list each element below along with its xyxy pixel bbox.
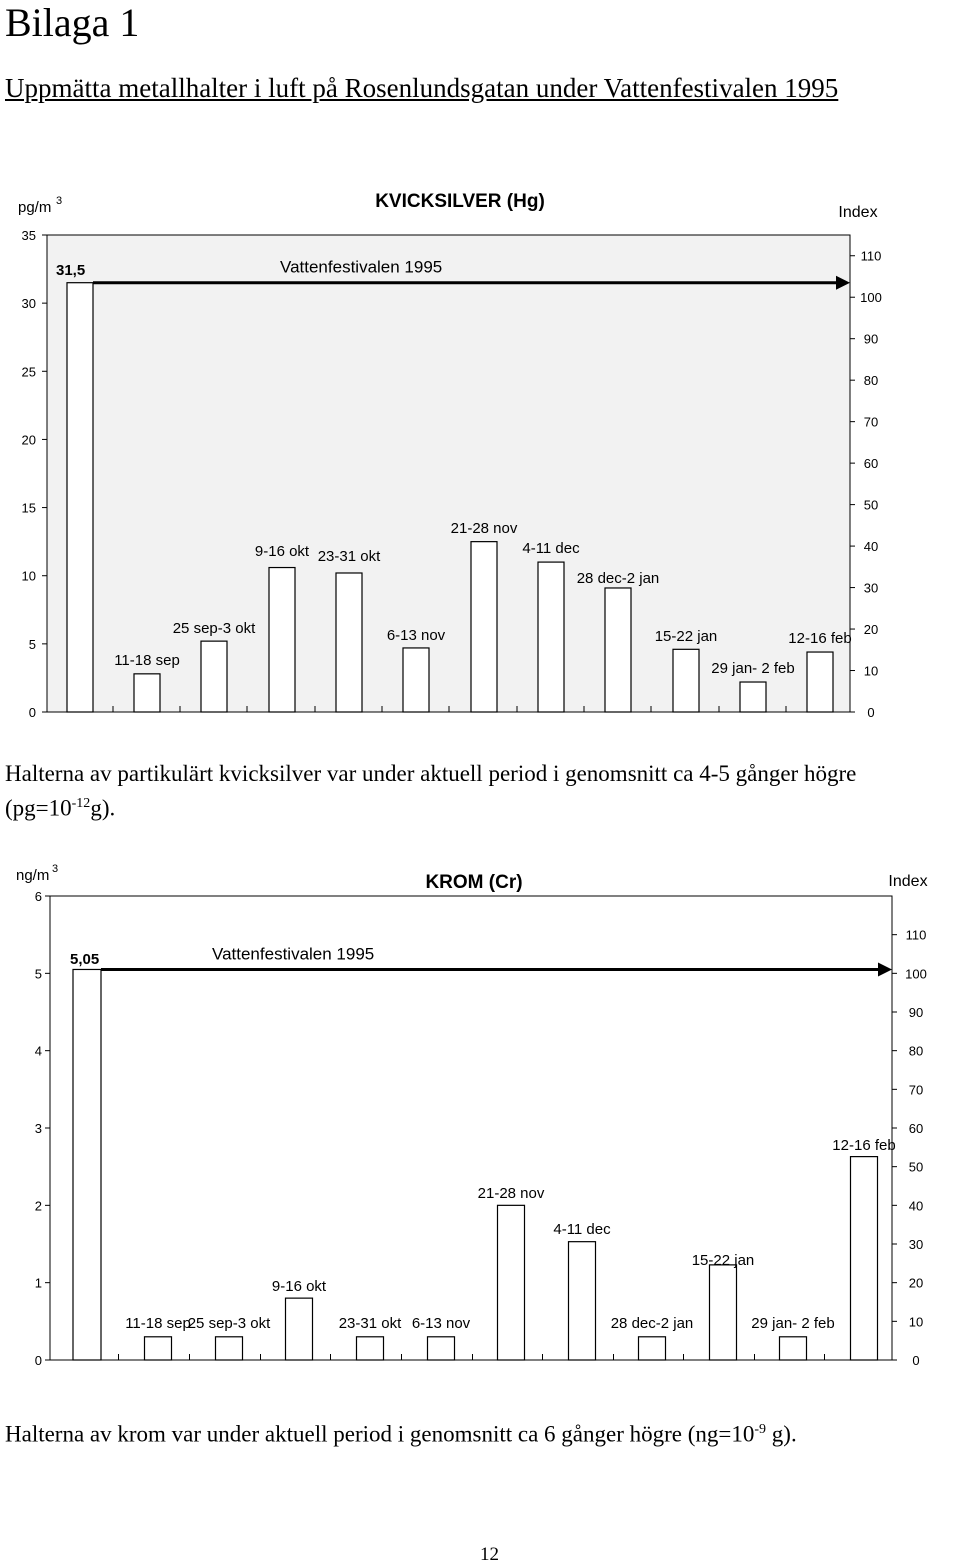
chromium-y-tick-label: 6 [34, 889, 42, 904]
mercury-data-label: 23-31 okt [317, 548, 381, 565]
chromium-y-axis-label: ng/m [16, 867, 50, 884]
chromium-data-label: 9-16 okt [271, 1278, 327, 1295]
mercury-y-tick-label: 15 [21, 500, 36, 516]
mercury-y-tick-label: 30 [21, 296, 36, 312]
caption-mercury-text: Halterna av partikulärt kvicksilver var under aktuell period i genomsnitt ca 4-5 gånger högre [5, 761, 857, 786]
mercury-data-label: 21-28 nov [450, 520, 518, 537]
mercury-y2-tick-label: 30 [863, 580, 879, 596]
page-heading: Bilaga 1 [5, 0, 140, 45]
mercury-data-label: 28 dec-2 jan [576, 570, 660, 587]
chromium-y2-tick-label: 50 [908, 1159, 924, 1175]
mercury-y2-tick-label: 70 [863, 414, 879, 430]
chromium-data-label: 28 dec-2 jan [610, 1315, 694, 1332]
mercury-data-label: 12-16 feb [788, 630, 852, 647]
chromium-data-label: 4-11 dec [553, 1221, 611, 1238]
mercury-y2-tick-label: 40 [863, 539, 879, 555]
chromium-data-label: 11-18 sep [125, 1315, 191, 1332]
mercury-data-label: 25 sep-3 okt [172, 620, 256, 637]
caption-chromium-unit-end: g). [766, 1421, 797, 1447]
chromium-bar [780, 1337, 807, 1360]
chromium-data-label: 23-31 okt [338, 1315, 402, 1332]
chromium-data-label: 12-16 feb [832, 1137, 896, 1154]
mercury-y2-tick-label: 50 [863, 497, 879, 513]
mercury-data-label: 15-22 jan [654, 628, 718, 645]
mercury-y2-tick-label: 100 [860, 290, 882, 306]
chromium-plot-area [50, 896, 892, 1360]
chromium-y-tick-label: 5 [34, 966, 42, 982]
chromium-data-label: 29 jan- 2 feb [751, 1315, 835, 1332]
chromium-y2-tick-label: 20 [908, 1275, 924, 1291]
chromium-bar [216, 1337, 243, 1360]
chromium-chart-title: KROM (Cr) [425, 872, 523, 893]
chromium-bar [357, 1337, 384, 1360]
mercury-y2-tick-label: 60 [863, 456, 879, 472]
mercury-annotation: Vattenfestivalen 1995 [280, 257, 443, 277]
mercury-y2-tick-label: 90 [863, 331, 879, 347]
page-number: 12 [480, 1544, 499, 1565]
mercury-y-tick-label: 25 [21, 364, 36, 380]
chromium-y-tick-label: 1 [34, 1275, 42, 1291]
mercury-y-tick-label: 0 [28, 705, 36, 720]
chromium-bar [73, 969, 101, 1360]
mercury-y-tick-label: 5 [28, 636, 36, 652]
mercury-y-axis-label: pg/m [18, 199, 52, 216]
mercury-data-label: 9-16 okt [254, 543, 310, 560]
chromium-bar [286, 1298, 313, 1360]
chromium-bar [428, 1337, 455, 1360]
mercury-data-label: 6-13 nov [386, 627, 446, 644]
caption-mercury-unit: (pg=10 [5, 795, 72, 821]
chromium-data-label: 25 sep-3 okt [187, 1315, 271, 1332]
chromium-y2-tick-label: 110 [905, 927, 927, 943]
chromium-bar [498, 1205, 525, 1360]
caption-mercury-unit-end: g). [90, 795, 116, 821]
chromium-y2-tick-label: 100 [905, 966, 927, 982]
mercury-y-tick-label: 20 [21, 432, 36, 448]
mercury-data-label: 29 jan- 2 feb [711, 660, 795, 677]
caption-chromium-text: Halterna av krom var under aktuell period i genomsnitt ca 6 gånger högre (ng=10 [5, 1421, 755, 1447]
chromium-y-tick-label: 0 [34, 1353, 42, 1368]
mercury-y-axis-label-exponent: 3 [56, 195, 63, 207]
mercury-data-label: 4-11 dec [522, 540, 580, 557]
chromium-y2-tick-label: 60 [908, 1121, 924, 1136]
mercury-data-label: 11-18 sep [114, 652, 180, 669]
chromium-y2-tick-label: 30 [908, 1237, 924, 1252]
chromium-y-tick-label: 4 [34, 1043, 42, 1059]
chromium-annotation: Vattenfestivalen 1995 [212, 944, 375, 964]
caption-chromium-exponent: -9 [754, 1422, 767, 1437]
chromium-data-label: 5,05 [70, 951, 100, 968]
chromium-y2-tick-label: 40 [908, 1198, 924, 1214]
mercury-chart-title: KVICKSILVER (Hg) [375, 191, 545, 212]
chromium-data-label: 6-13 nov [411, 1315, 471, 1332]
chromium-y-tick-label: 3 [34, 1121, 42, 1136]
caption-chromium [5, 1416, 797, 1448]
chromium-bar [145, 1337, 172, 1360]
mercury-y2-tick-label: 110 [860, 248, 882, 264]
chromium-bar [710, 1265, 737, 1360]
mercury-y-tick-label: 35 [21, 228, 36, 243]
chromium-y2-axis-label: Index [888, 873, 928, 890]
caption-mercury-exponent: -12 [71, 796, 91, 811]
mercury-y2-tick-label: 0 [867, 705, 875, 720]
mercury-y-tick-label: 10 [21, 568, 36, 584]
chromium-y-tick-label: 2 [34, 1198, 42, 1214]
chromium-data-label: 21-28 nov [477, 1185, 545, 1202]
mercury-data-label: 31,5 [56, 262, 86, 279]
chromium-data-label: 15-22 jan [691, 1252, 755, 1269]
page-subheading: Uppmätta metallhalter i luft på Rosenlundsgatan under Vattenfestivalen 1995 [5, 73, 839, 103]
chromium-bar [569, 1242, 596, 1360]
mercury-y2-tick-label: 80 [863, 373, 879, 389]
chromium-y2-tick-label: 10 [908, 1314, 924, 1330]
chromium-y2-tick-label: 70 [908, 1082, 924, 1098]
mercury-y2-axis-label: Index [838, 204, 878, 221]
chromium-bar [639, 1337, 666, 1360]
chromium-y-axis-label-exponent: 3 [52, 863, 59, 875]
mercury-y2-tick-label: 20 [863, 622, 879, 638]
mercury-y2-tick-label: 10 [863, 663, 879, 679]
chromium-bar [851, 1157, 878, 1360]
chromium-y2-tick-label: 90 [908, 1005, 924, 1020]
chromium-y2-tick-label: 0 [912, 1353, 920, 1368]
chromium-y2-tick-label: 80 [908, 1043, 924, 1059]
